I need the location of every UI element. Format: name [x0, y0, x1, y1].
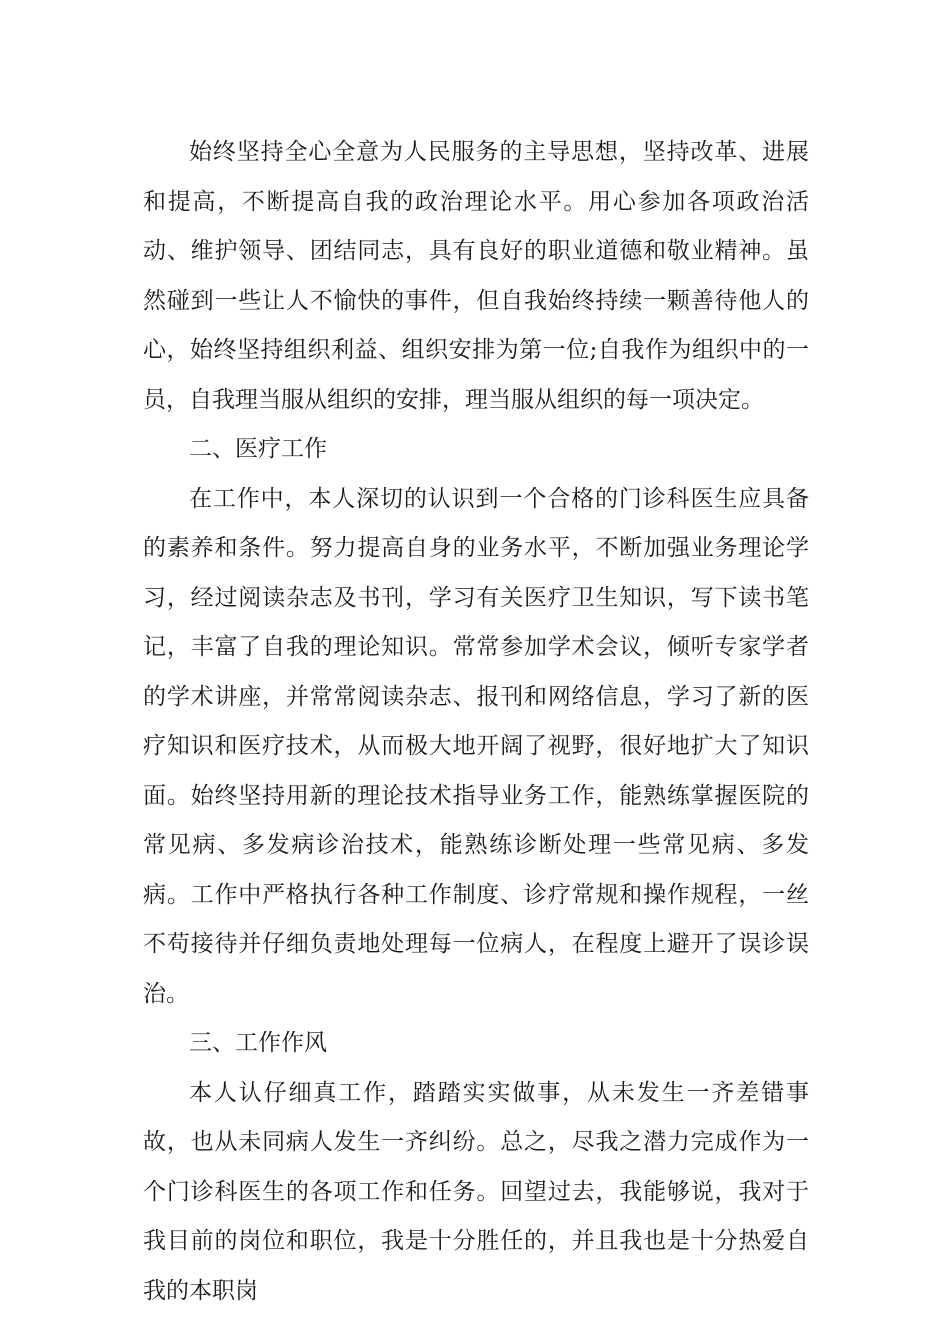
heading-work-style: 三、工作作风 [189, 1030, 327, 1056]
paragraph-medical-work: 在工作中，本人深切的认识到一个合格的门诊科医生应具备的素养和条件。努力提高自身的业务水平，不断加强业务理论学习，经过阅读杂志及书刊，学习有关医疗卫生知识，写下读书笔记，丰富了自我的理论知识。常常参加学术会议，倾听专家学者的学术讲座，并常常阅读杂志、报刊和网络信息，学习了新的医疗知识和医疗技术，从而极大地开阔了视野，很好地扩大了知识面。始终坚持用新的理论技术指导业务工作，能熟练掌握医院的常见病、多发病诊治技术，能熟练诊断处理一些常见病、多发病。工作中严格执行各种工作制度、诊疗常规和操作规程，一丝不苟接待并仔细负责地处理每一位病人，在程度上避开了误诊误治。 [143, 485, 809, 1007]
paragraph-work-style: 本人认仔细真工作，踏踏实实做事，从未发生一齐差错事故，也从未同病人发生一齐纠纷。总之，尽我之潜力完成作为一个门诊科医生的各项工作和任务。回望过去，我能够说，我对于我目前的岗位和职位，我是十分胜任的，并且我也是十分热爱自我的本职岗 [143, 1079, 809, 1304]
document-body [143, 128, 809, 1316]
paragraph-political: 始终坚持全心全意为人民服务的主导思想，坚持改革、进展和提高，不断提高自我的政治理论水平。用心参加各项政治活动、维护领导、团结同志，具有良好的职业道德和敬业精神。虽然碰到一些让人不愉快的事件，但自我始终持续一颗善待他人的心，始终坚持组织利益、组织安排为第一位;自我作为组织中的一员，自我理当服从组织的安排，理当服从组织的每一项决定。 [143, 139, 809, 413]
heading-medical-work: 二、医疗工作 [189, 436, 327, 462]
